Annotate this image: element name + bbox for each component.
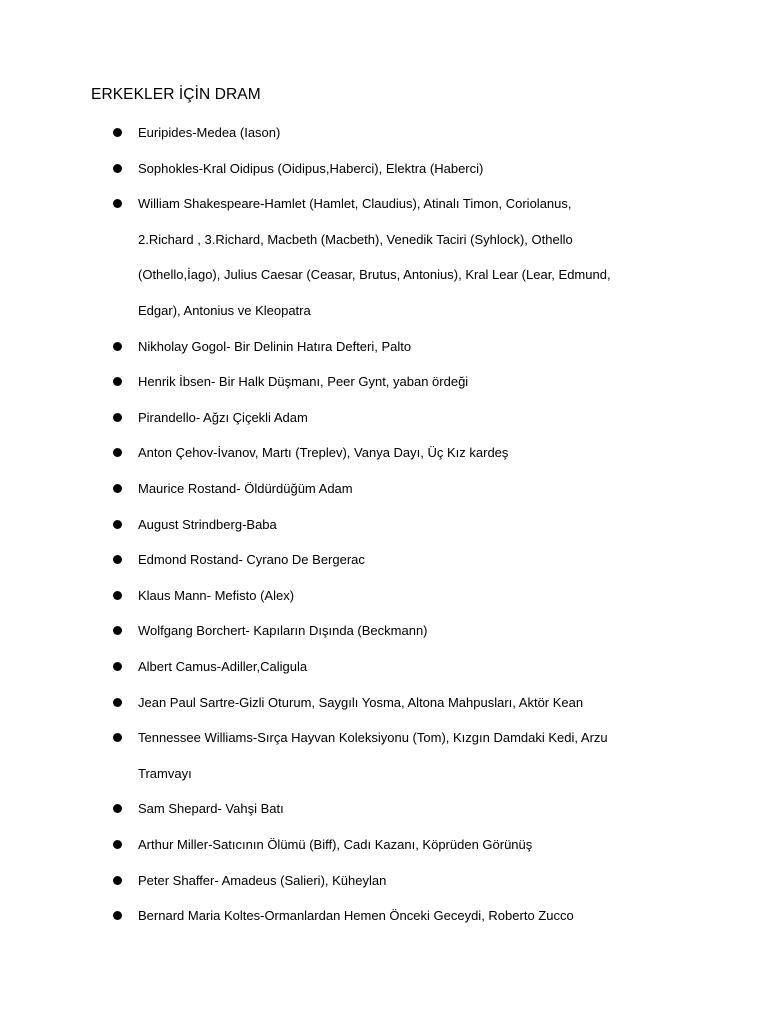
list-item-text: Wolfgang Borchert- Kapıların Dışında (Beckmann) (138, 623, 428, 639)
list-item-text: Euripides-Medea (Iason) (138, 125, 281, 140)
list-item-text: Albert Camus-Adiller,Caligula (138, 659, 308, 674)
bullet-icon (113, 342, 122, 351)
bullet-icon (113, 164, 122, 173)
list-item-text: August Strindberg-Baba (138, 516, 277, 532)
bullet-icon (113, 199, 122, 208)
list-item-text: Sam Shepard- Vahşi Batı (138, 801, 284, 817)
list-item-text: Edmond Rostand- Cyrano De Bergerac (138, 552, 365, 568)
list-item-text: Arthur Miller-Satıcının Ölümü (Biff), Cadı Kazanı, Köprüden Görünüş (138, 837, 533, 852)
bullet-icon (113, 911, 122, 920)
bullet-icon (113, 876, 122, 885)
list-item-text: Bernard Maria Koltes-Ormanlardan Hemen Önceki Geceydi, Roberto Zucco (138, 908, 574, 924)
bullet-icon (113, 840, 122, 849)
list-item-text: Tramvayı (138, 765, 192, 781)
bullet-icon (113, 662, 122, 671)
list-item-text: Edgar), Antonius ve Kleopatra (138, 303, 311, 318)
list-item-text: (Othello,İago), Julius Caesar (Ceasar, Brutus, Antonius), Kral Lear (Lear, Edmund, (138, 267, 611, 283)
list-item-text: Peter Shaffer- Amadeus (Salieri), Küheylan (138, 872, 387, 888)
bullet-icon (113, 448, 122, 457)
bullet-icon (113, 484, 122, 493)
bullet-icon (113, 377, 122, 386)
list-item-text: Henrik İbsen- Bir Halk Düşmanı, Peer Gynt, yaban ördeği (138, 374, 469, 390)
list-item-text: Tennessee Williams-Sırça Hayvan Koleksiyonu (Tom), Kızgın Damdaki Kedi, Arzu (138, 730, 608, 746)
bullet-icon (113, 804, 122, 813)
list-item-text: Maurice Rostand- Öldürdüğüm Adam (138, 481, 353, 496)
list-item-text: Pirandello- Ağzı Çiçekli Adam (138, 409, 308, 425)
bullet-icon (113, 698, 122, 707)
list-item-text: Sophokles-Kral Oidipus (Oidipus,Haberci), Elektra (Haberci) (138, 160, 484, 176)
list-item-text: 2.Richard , 3.Richard, Macbeth (Macbeth), Venedik Taciri (Syhlock), Othello (138, 231, 573, 247)
list-item-text: Anton Çehov-İvanov, Martı (Treplev), Vanya Dayı, Üç Kız kardeş (138, 445, 509, 461)
document-title: ERKEKLER İÇİN DRAM (91, 86, 261, 103)
list-item-text: Nikholay Gogol- Bir Delinin Hatıra Defteri, Palto (138, 338, 412, 354)
bullet-icon (113, 733, 122, 742)
bullet-icon (113, 128, 122, 137)
bullet-icon (113, 626, 122, 635)
bullet-icon (113, 413, 122, 422)
list-item-text: Klaus Mann- Mefisto (Alex) (138, 587, 295, 603)
bullet-icon (113, 520, 122, 529)
list-item-text: Jean Paul Sartre-Gizli Oturum, Saygılı Yosma, Altona Mahpusları, Aktör Kean (138, 694, 584, 710)
bullet-icon (113, 591, 122, 600)
bullet-icon (113, 555, 122, 564)
list-item-text: William Shakespeare-Hamlet (Hamlet, Claudius), Atinalı Timon, Coriolanus, (138, 196, 572, 212)
